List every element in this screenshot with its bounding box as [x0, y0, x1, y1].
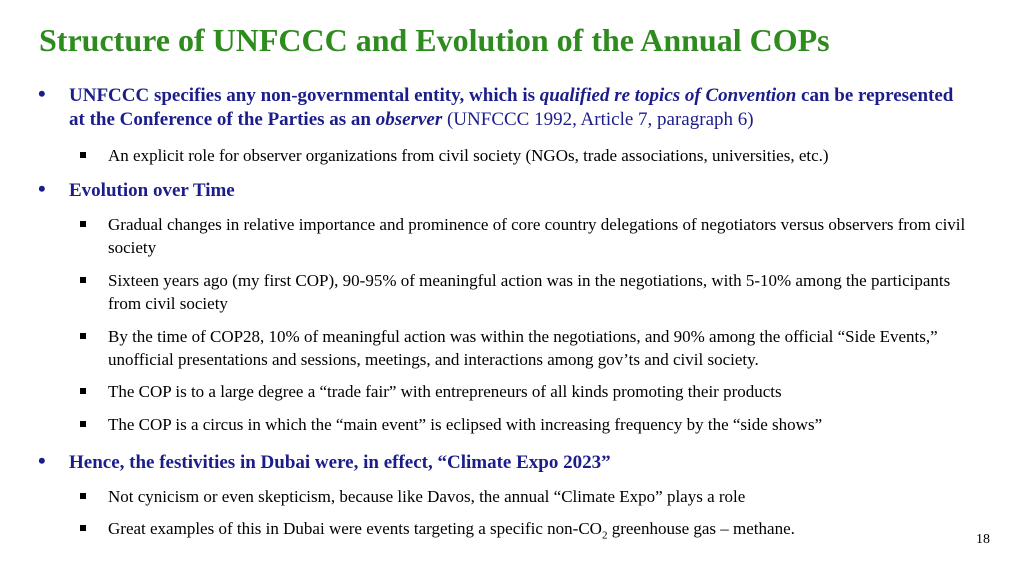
sub-bullet-square	[80, 333, 86, 339]
bullet-evolution-over-time: • Evolution over Time	[38, 176, 235, 201]
bullet-dot: •	[38, 448, 46, 473]
sub-bullet-square	[80, 421, 86, 427]
sub-bullet-circus: The COP is a circus in which the “main event” is eclipsed with increasing frequency by the “side shows”	[80, 413, 970, 436]
bullet-unfccc-observers	[38, 81, 968, 132]
sub-bullet-methane: Great examples of this in Dubai were events targeting a specific non-$CO_2$ greenhouse gas – methane.	[80, 517, 970, 547]
sub-bullet-square	[80, 221, 86, 227]
bullet-dot: •	[38, 176, 46, 201]
sub-bullet-square	[80, 525, 86, 531]
sub-bullet-observer-role: An explicit role for observer organizations from civil society (NGOs, trade associations, universities, etc.)	[80, 144, 970, 167]
slide-title: Structure of UNFCCC and Evolution of the Annual COPs	[39, 22, 830, 58]
sub-bullet-gradual-changes: Gradual changes in relative importance and prominence of core country delegations of negotiators versus observers from civil society	[80, 213, 970, 259]
bullet-dot: •	[38, 81, 46, 106]
sub-bullet-not-cynicism: Not cynicism or even skepticism, because like Davos, the annual “Climate Expo” plays a role	[80, 485, 970, 508]
sub-bullet-trade-fair: The COP is to a large degree a “trade fair” with entrepreneurs of all kinds promoting their products	[80, 380, 970, 403]
sub-bullet-square	[80, 388, 86, 394]
page-number: 18	[976, 532, 990, 547]
sub-bullet-square	[80, 277, 86, 283]
sub-bullet-sixteen-years-ago: Sixteen years ago (my first COP), 90-95% of meaningful action was in the negotiations, with 5-10% among the participants from civil society	[80, 269, 970, 315]
sub-bullet-square	[80, 152, 86, 158]
sub-bullet-square	[80, 493, 86, 499]
bullet-text: UNFCCC specifies any non-governmental entity, which is qualified re topics of Convention can be represented at the Conference of the Parties as an observer (UNFCCC 1992, Article 7, paragraph 6)	[69, 85, 954, 130]
sub-bullet-cop28: By the time of COP28, 10% of meaningful action was within the negotiations, and 90% among the official “Side Events,” unofficial presentations and sessions, meetings, and interactions among gov’ts and civil society.	[80, 325, 970, 371]
bullet-climate-expo: • Hence, the festivities in Dubai were, in effect, “Climate Expo 2023”	[38, 448, 611, 473]
